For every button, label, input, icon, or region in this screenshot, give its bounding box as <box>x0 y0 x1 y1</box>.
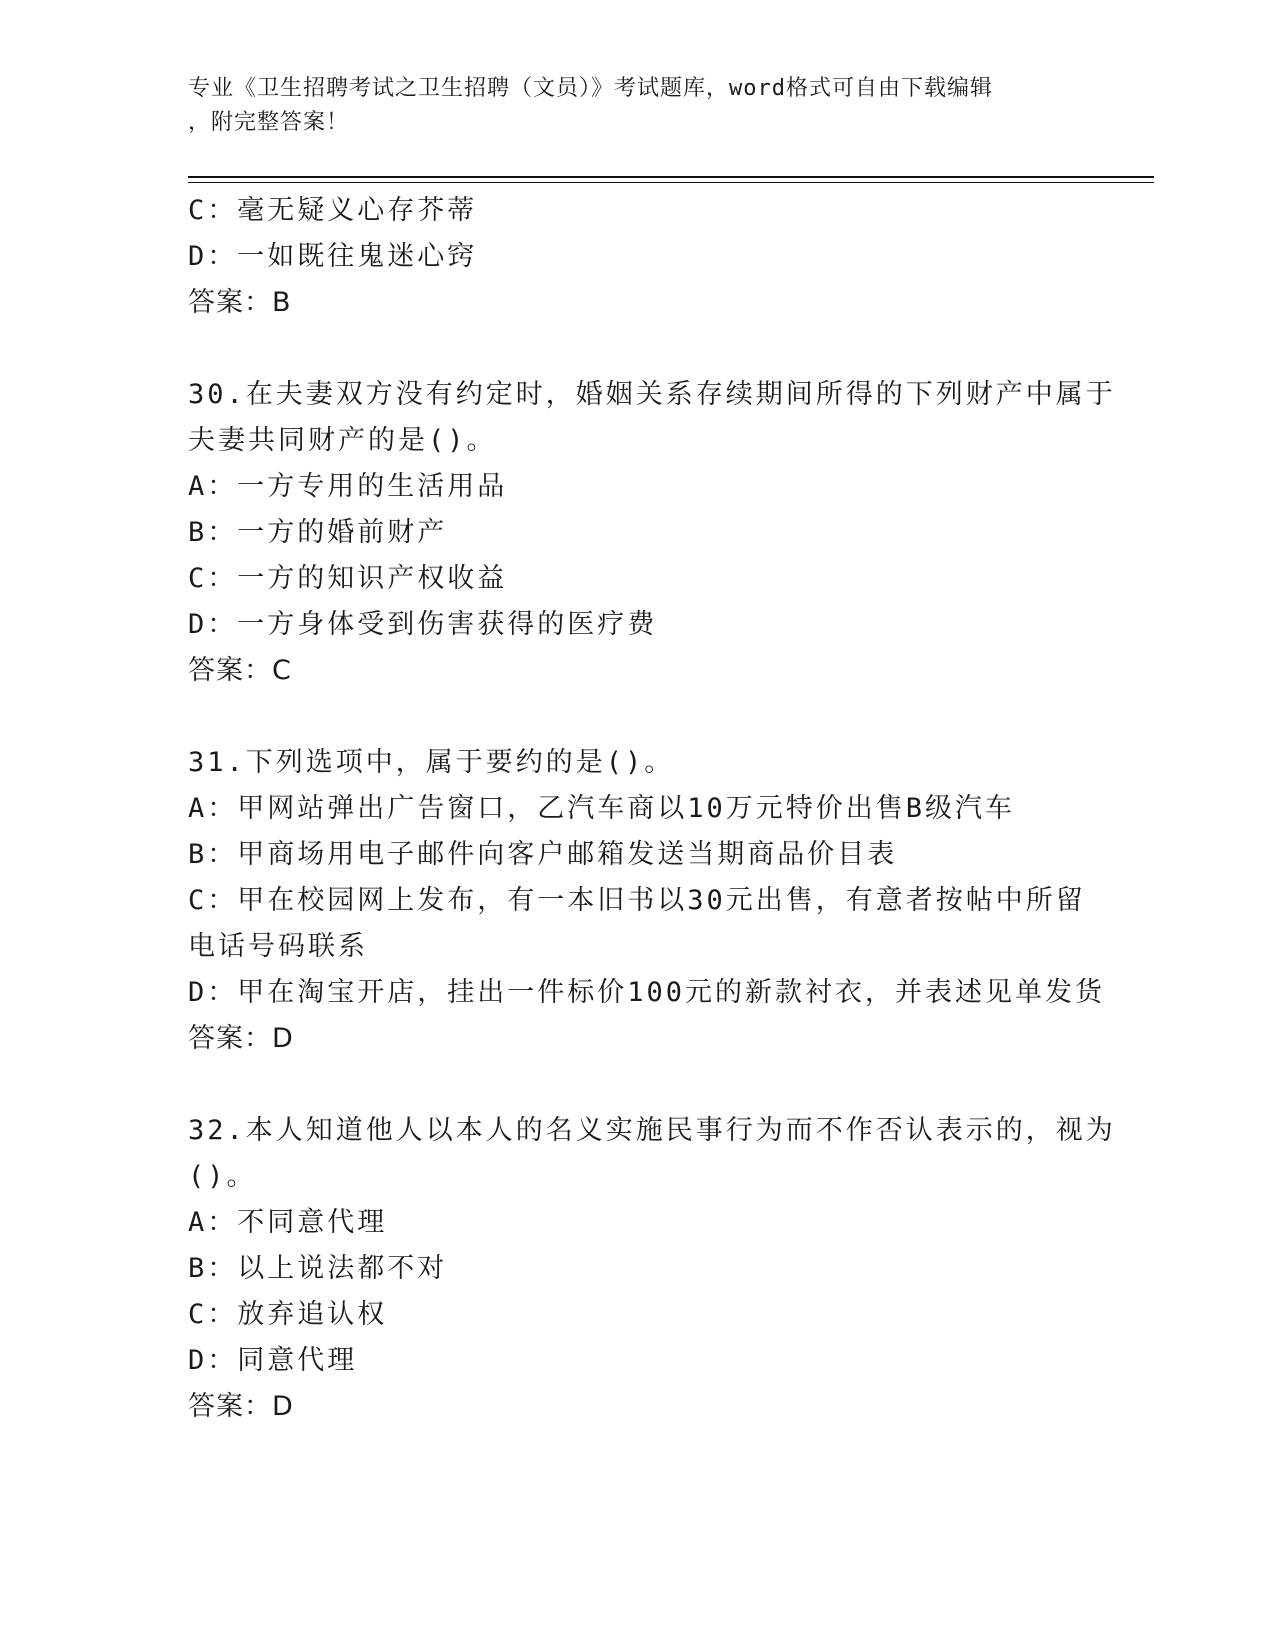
option-c: C：一方的知识产权收益 <box>188 563 508 594</box>
header-divider-thick <box>188 176 1154 178</box>
document-header <box>188 72 1068 140</box>
option-b: B：甲商场用电子邮件向客户邮箱发送当期商品价目表 <box>188 839 898 870</box>
option-d: D：甲在淘宝开店，挂出一件标价100元的新款衬衣，并表述见单发货 <box>188 977 1106 1008</box>
option-c: C：放弃追认权 <box>188 1299 388 1330</box>
header-divider-thin <box>188 182 1154 183</box>
option-c: C：甲在校园网上发布，有一本旧书以30元出售，有意者按帖中所留 <box>188 885 1086 916</box>
answer-line: 答案：C <box>188 655 292 686</box>
option-d: D：同意代理 <box>188 1345 358 1376</box>
header-subtitle-line: ，附完整答案！ <box>188 110 350 135</box>
answer-line: 答案：D <box>188 1023 294 1054</box>
question-stem: ()。 <box>188 1161 257 1192</box>
option-c-continued: 电话号码联系 <box>188 931 368 962</box>
question-stem: 30.在夫妻双方没有约定时，婚姻关系存续期间所得的下列财产中属于 <box>188 379 1116 410</box>
question-31 <box>188 740 1106 1062</box>
question-stem: 夫妻共同财产的是()。 <box>188 425 497 456</box>
header-title-line: 专业《卫生招聘考试之卫生招聘（文员）》考试题库，word格式可自由下载编辑 <box>188 76 993 101</box>
option-a: A：甲网站弹出广告窗口，乙汽车商以10万元特价出售B级汽车 <box>188 793 1016 824</box>
option-b: B：以上说法都不对 <box>188 1253 448 1284</box>
option-b: B：一方的婚前财产 <box>188 517 448 548</box>
question-32 <box>188 1108 1116 1430</box>
option-c: C：毫无疑义心存芥蒂 <box>188 195 478 226</box>
option-d: D：一如既往鬼迷心窍 <box>188 241 478 272</box>
option-d: D：一方身体受到伤害获得的医疗费 <box>188 609 658 640</box>
question-30 <box>188 372 1116 694</box>
question-list <box>188 188 1116 1430</box>
answer-line: 答案：D <box>188 1391 294 1422</box>
option-a: A：一方专用的生活用品 <box>188 471 508 502</box>
previous-question-tail <box>188 188 1088 326</box>
question-stem: 31.下列选项中，属于要约的是()。 <box>188 747 675 778</box>
question-stem: 32.本人知道他人以本人的名义实施民事行为而不作否认表示的，视为 <box>188 1115 1116 1146</box>
option-a: A：不同意代理 <box>188 1207 388 1238</box>
answer-line: 答案：B <box>188 287 292 318</box>
